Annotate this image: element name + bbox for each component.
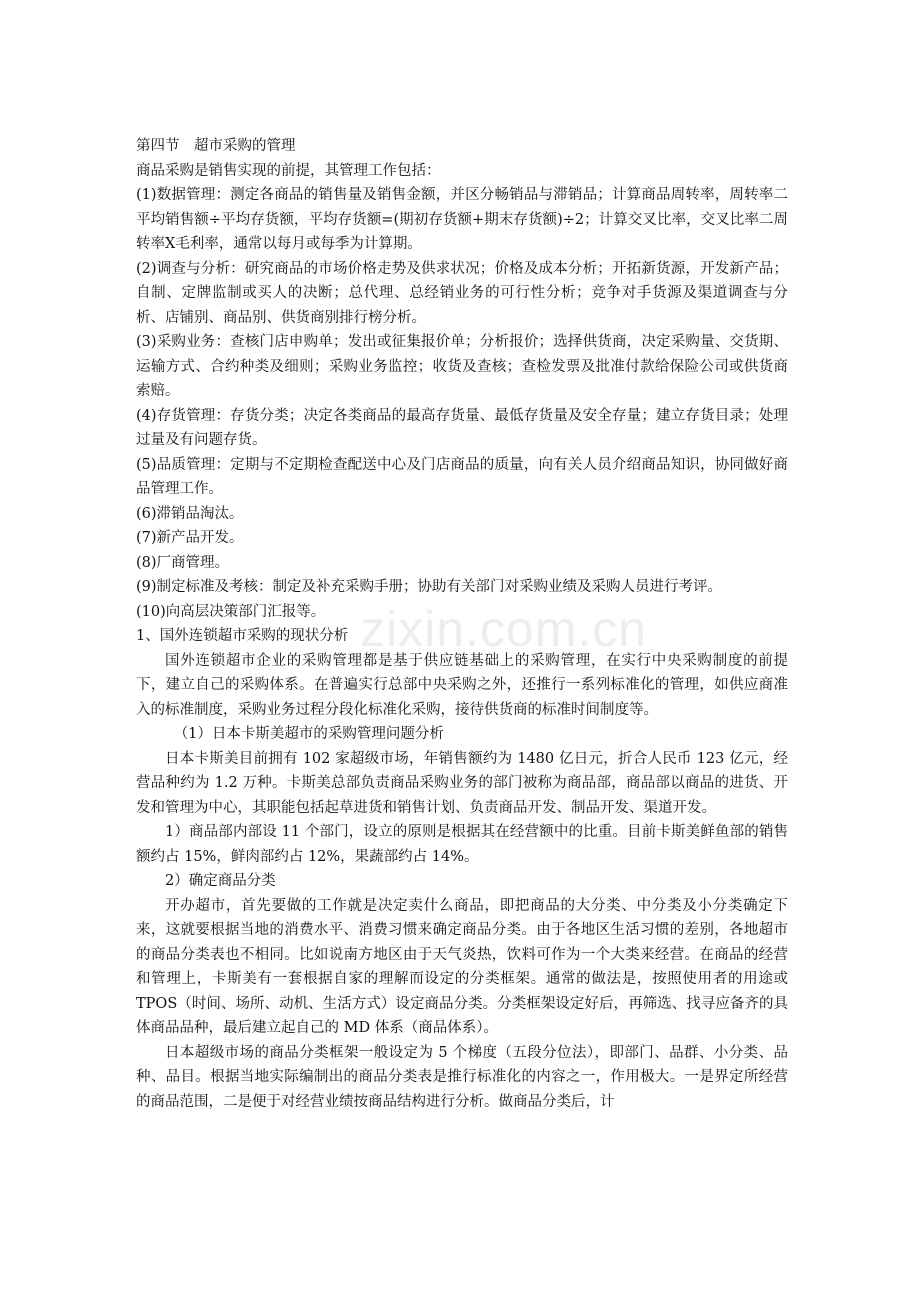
list-item: (6)滞销品淘汰。 — [136, 505, 244, 522]
subheading-kasumi: （1）日本卡斯美超市的采购管理问题分析 — [173, 726, 444, 742]
paragraph: 1）商品部内部设 11 个部门，设立的原则是根据其在经营额中的比重。目前卡斯美鲜鱼部的销售额约占 15%，鲜肉部约占 12%，果蔬部约占 14%。 — [136, 824, 788, 865]
paragraph: 日本超级市场的商品分类框架一般设定为 5 个梯度（五段分位法），即部门、品群、小分类、品种、品目。根据当地实际编制出的商品分类表是推行标准化的内容之一，作用极大。一是界定所经营的商品范围，二是便于对经营业绩按商品结构进行分析。做商品分类后，计 — [136, 1044, 788, 1110]
list-item: (10)向高层决策部门汇报等。 — [136, 603, 326, 620]
subheading-classification: 2）确定商品分类 — [165, 873, 276, 889]
list-item: (9)制定标准及考核：制定及补充采购手册；协助有关部门对采购业绩及采购人员进行考评。 — [136, 579, 723, 595]
heading-foreign-chains: 1、国外连锁超市采购的现状分析 — [136, 628, 349, 644]
document-page — [136, 134, 788, 1114]
paragraph: 开办超市，首先要做的工作就是决定卖什么商品，即把商品的大分类、中分类及小分类确定下来，这就要根据当地的消费水平、消费习惯来确定商品分类。由于各地区生活习惯的差别，各地超市的商品分类表也不相同。比如说南方地区由于天气炎热，饮料可作为一个大类来经营。在商品的经营和管理上，卡斯美有一套根据自家的理解而设定的分类框架。通常的做法是，按照使用者的用途或 TPOS（时间、场所、动机、生活方式）设定商品分类。分类框架设定好后，再筛选、找寻应备齐的具体商品品种，最后建立起自己的 MD 体系（商品体系）。 — [136, 897, 788, 1036]
list-item: (8)厂商管理。 — [136, 554, 230, 571]
list-item: (7)新产品开发。 — [136, 530, 244, 546]
list-item: (5)品质管理：定期与不定期检查配送中心及门店商品的质量，向有关人员介绍商品知识，协同做好商品管理工作。 — [136, 456, 788, 497]
intro-text: 商品采购是销售实现的前提，其管理工作包括： — [136, 162, 441, 179]
list-item: (4)存货管理：存货分类；决定各类商品的最高存货量、最低存货量及安全存量；建立存货目录；处理过量及有问题存货。 — [136, 407, 788, 448]
list-item: (1)数据管理：测定各商品的销售量及销售金额，并区分畅销品与滞销品；计算商品周转率，周转率二平均销售额÷平均存货额，平均存货额=(期初存货额+期末存货额)÷2；计算交叉比率，交叉比率二周转率X毛利率，通常以每月或每季为计算期。 — [136, 187, 788, 252]
list-item: (3)采购业务：查核门店申购单；发出或征集报价单；分析报价；选择供货商，决定采购量、交货期、运输方式、合约种类及细则；采购业务监控；收货及查核；查检发票及批准付款给保险公司或供货商索赔。 — [136, 334, 788, 399]
watermark: zixin.com.cn — [360, 601, 648, 657]
paragraph: 国外连锁超市企业的采购管理都是基于供应链基础上的采购管理，在实行中央采购制度的前提下，建立自己的采购体系。在普遍实行总部中央采购之外，还推行一系列标准化的管理，如供应商准入的标准制度，采购业务过程分段化标准化采购，接待供货商的标准时间制度等。 — [136, 652, 788, 718]
section-title: 第四节 超市采购的管理 — [136, 138, 296, 154]
paragraph: 日本卡斯美目前拥有 102 家超级市场，年销售额约为 1480 亿日元，折合人民币 123 亿元，经营品种约为 1.2 万种。卡斯美总部负责商品采购业务的部门被称为商品部，商品部以商品的进货、开发和管理为中心，其职能包括起草进货和销售计划、负责商品开发、制品开发、渠道开发。 — [136, 750, 788, 816]
list-item: (2)调查与分析：研究商品的市场价格走势及供求状况；价格及成本分析；开拓新货源，开发新产品；自制、定牌监制或买人的决断；总代理、总经销业务的可行性分析；竞争对手货源及渠道调查与分析、店铺别、商品别、供货商别排行榜分析。 — [136, 260, 788, 326]
